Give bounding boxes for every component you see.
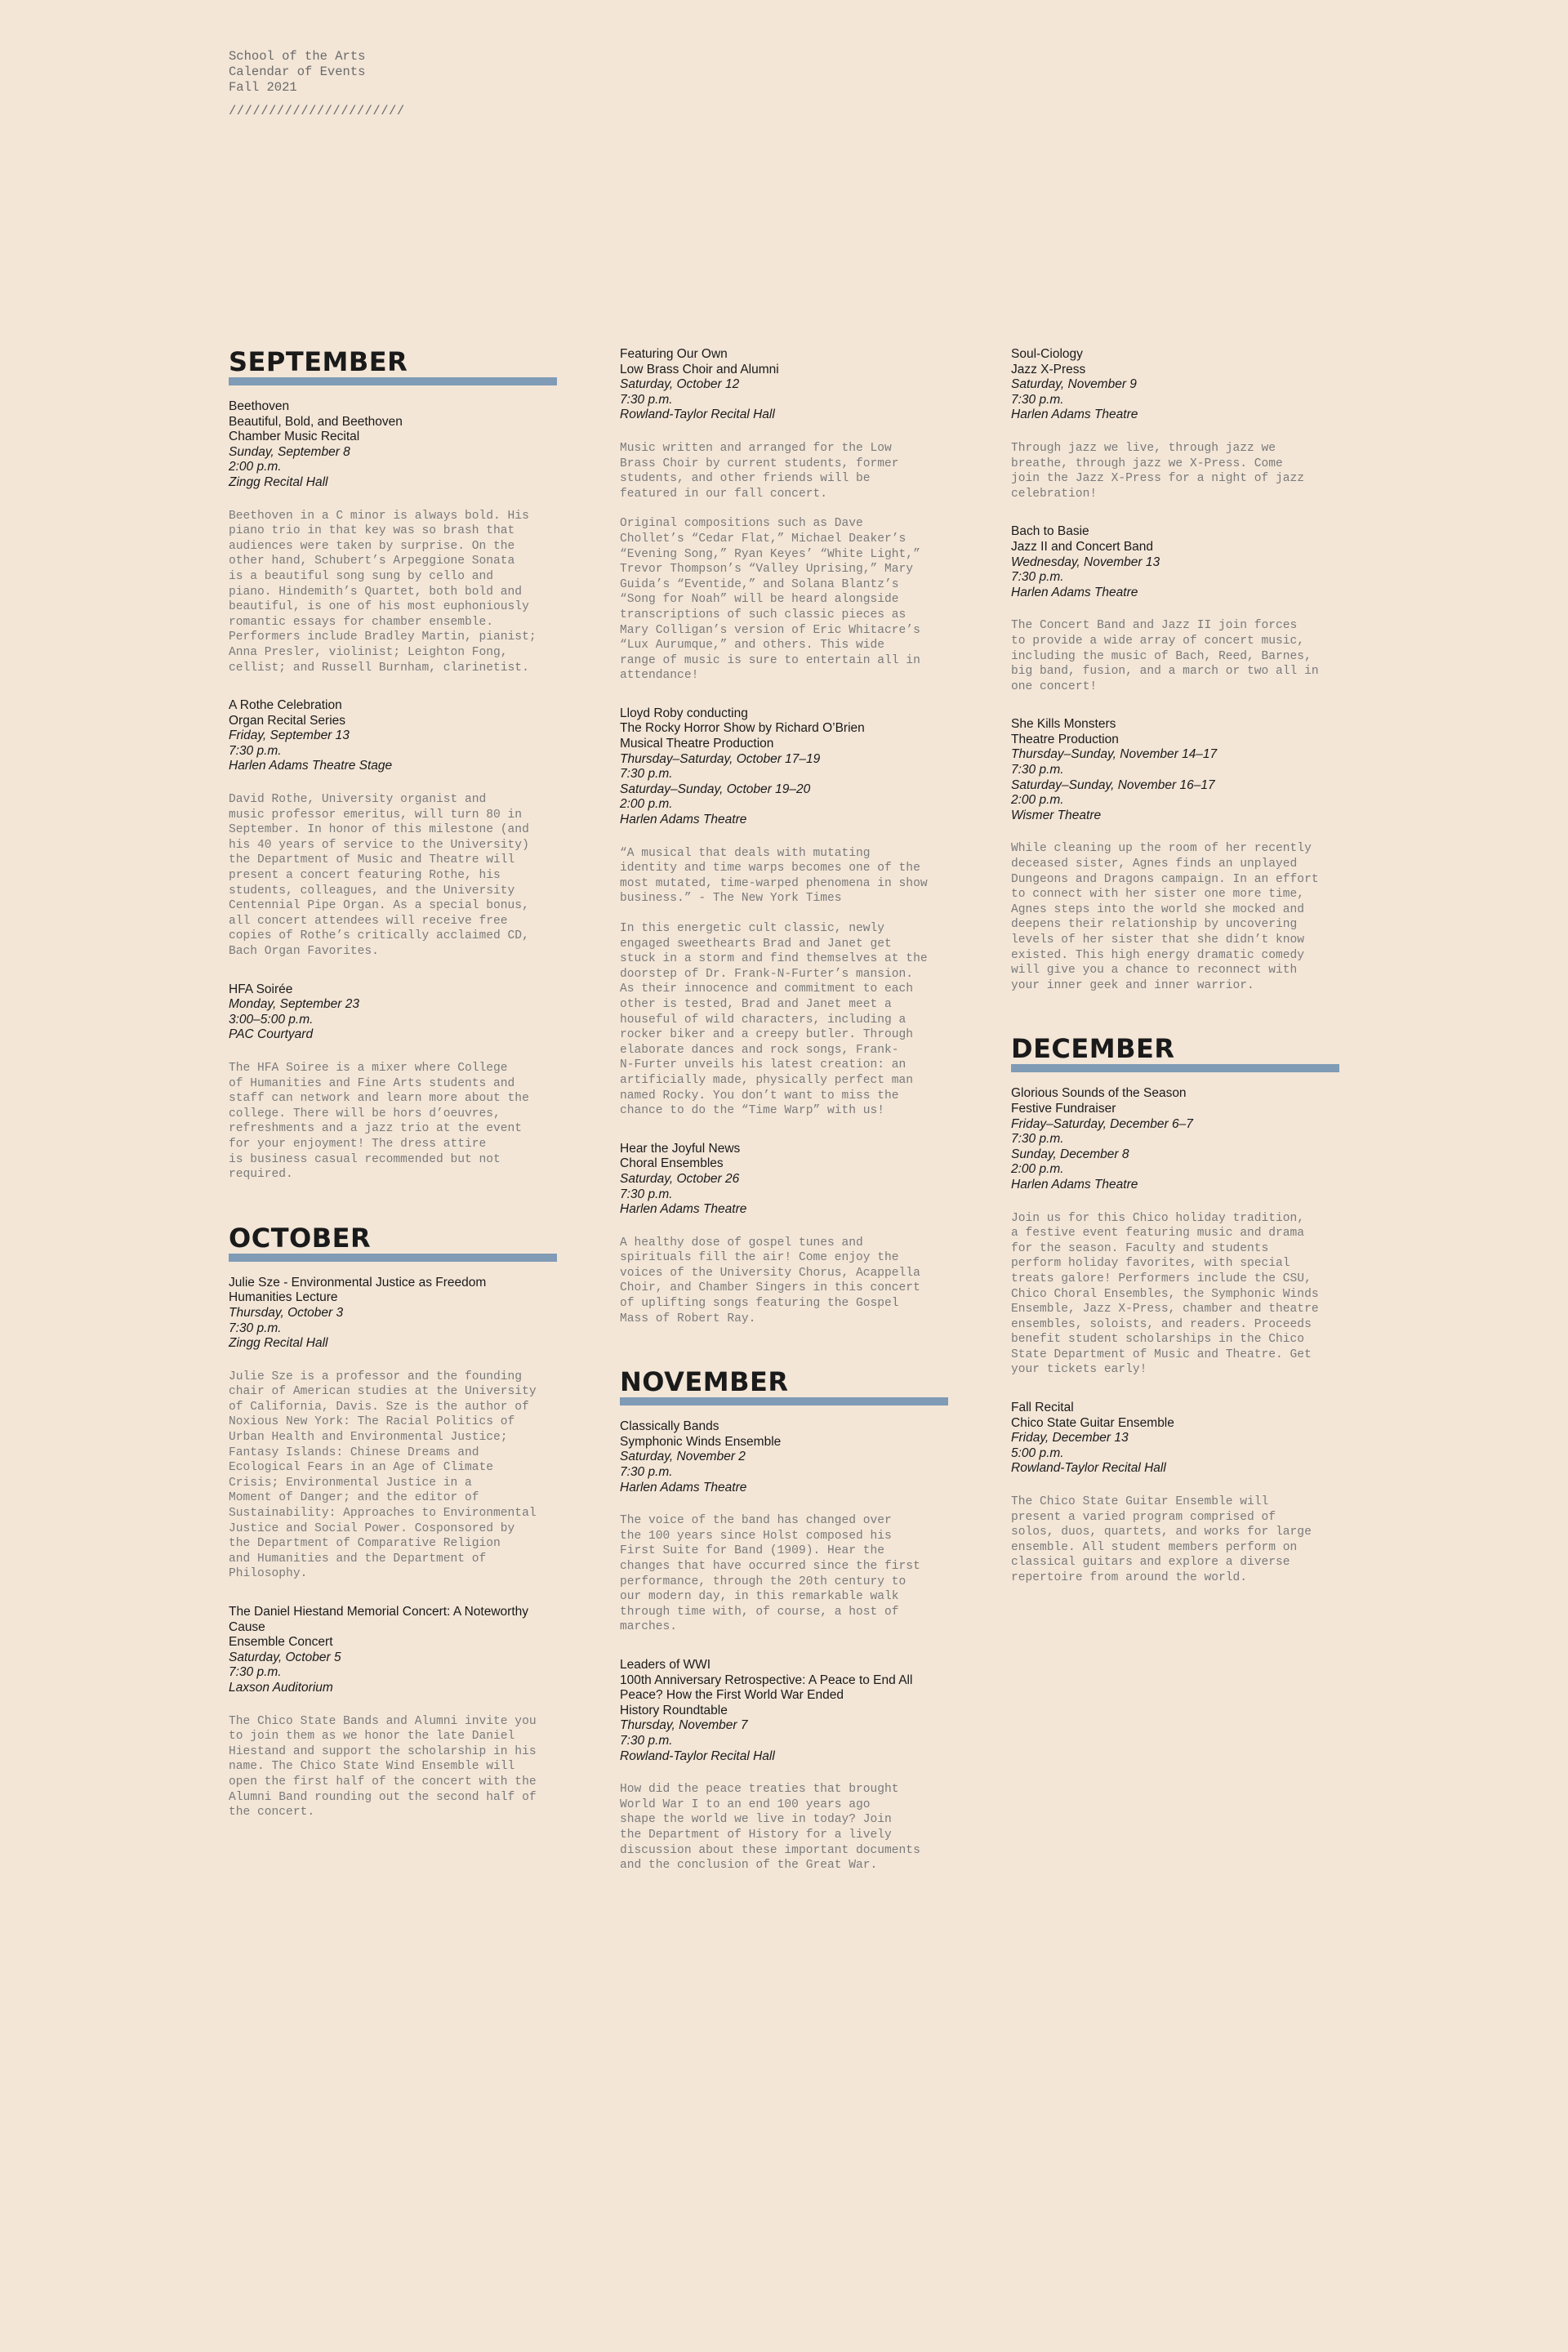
event-detail-line: Harlen Adams Theatre bbox=[620, 813, 747, 827]
event-detail-line: 7:30 p.m. bbox=[620, 767, 673, 782]
event-header bbox=[620, 1142, 948, 1218]
event-header bbox=[229, 982, 557, 1043]
event-title-line: Soul-Ciology bbox=[1011, 347, 1083, 361]
event-title-line: The Rocky Horror Show by Richard O’Brien bbox=[620, 721, 865, 736]
event bbox=[620, 1658, 948, 1873]
event-detail-line: Thursday–Sunday, November 14–17 bbox=[1011, 747, 1218, 762]
event-title-line: Bach to Basie bbox=[1011, 524, 1089, 539]
event bbox=[1011, 347, 1339, 501]
event-title-line: Musical Theatre Production bbox=[620, 737, 774, 751]
month-divider bbox=[229, 377, 557, 385]
event-header bbox=[1011, 1401, 1339, 1477]
event-detail-line: Rowland-Taylor Recital Hall bbox=[1011, 1461, 1166, 1476]
event-detail-line: Friday, September 13 bbox=[229, 728, 350, 743]
event-title-line: HFA Soirée bbox=[229, 982, 293, 996]
event-title-line: Beautiful, Bold, and Beethoven bbox=[229, 414, 403, 429]
event-description: Join us for this Chico holiday tradition, a festive event featuring music and drama for the season. Faculty and students perform holiday favorites, with special treats galore! Performers include the CSU, Chico Choral Ensembles, the Symphonic Winds Ensemble, Jazz X-Press, chamber and theatre ensembles, soloists, and readers. Proceeds benefit student scholarships in the Chico State Department of Music and Theatre. Get your tickets early! bbox=[1011, 1211, 1319, 1377]
event-detail-line: Saturday, November 2 bbox=[620, 1450, 746, 1464]
event-title-line: A Rothe Celebration bbox=[229, 698, 342, 713]
event-header bbox=[620, 1658, 948, 1764]
event-description: The voice of the band has changed over the 100 years since Holst composed his First Suite for Band (1909). Hear the changes that have occurred since the first performance, through the 20th century to our modern day, in this remarkable walk through time with, of course, a host of marches. bbox=[620, 1514, 920, 1634]
event-title-line: Jazz II and Concert Band bbox=[1011, 539, 1154, 554]
event-detail-line: Harlen Adams Theatre bbox=[1011, 408, 1138, 422]
event-detail-line: Monday, September 23 bbox=[229, 997, 359, 1012]
column-1 bbox=[229, 347, 557, 1832]
event-title-line: Glorious Sounds of the Season bbox=[1011, 1086, 1187, 1101]
masthead-divider: ////////////////////// bbox=[229, 104, 405, 118]
event-description: While cleaning up the room of her recently deceased sister, Agnes finds an unplayed Dungeons and Dragons campaign. In an effort to connect with her sister one more time, Agnes steps into the world she mocked and deepens their relationship by uncovering levels of her sister that she didn’t know existed. This high energy dramatic comedy will give you a chance to reconnect with your inner geek and inner warrior. bbox=[1011, 842, 1319, 992]
event-detail-line: 7:30 p.m. bbox=[620, 1187, 673, 1201]
masthead bbox=[229, 49, 405, 119]
event-header bbox=[1011, 347, 1339, 423]
event-description: The Chico State Guitar Ensemble will present a varied program comprised of solos, duos, quartets, and works for large ensemble. All student members perform on classical guitars and explore a diverse repertoire from around the world. bbox=[1011, 1495, 1312, 1584]
event-description: Original compositions such as Dave Chollet’s “Cedar Flat,” Michael Deaker’s “Evening Song,” Ryan Keyes’ “White Light,” Trevor Thompson’s “Valley Uprising,” Mary Guida’s “Eventide,” and Solana Blantz’s “Song for Noah” will be heard alongside transcriptions of such classic pieces as Mary Colligan’s version of Eric Whitacre’s “Lux Aurumque,” and others. This wide range of music is sure to entertain all in attendance! bbox=[620, 517, 920, 683]
event-description: The HFA Soiree is a mixer where College of Humanities and Fine Arts students and staff can network and learn more about the college. There will be hors d’oeuvres, refreshments and a jazz trio at the event for your enjoyment! The dress attire is business casual recommended but not required. bbox=[229, 1061, 529, 1182]
month-section bbox=[1011, 1034, 1339, 1585]
month-divider bbox=[620, 1397, 948, 1405]
event-description: The Chico State Bands and Alumni invite you to join them as we honor the late Daniel Hiestand and support the scholarship in his name. The Chico State Wind Ensemble will open the first half of the concert with the Alumni Band rounding out the second half of the concert. bbox=[229, 1714, 537, 1820]
event-header bbox=[620, 1419, 948, 1495]
event-detail-line: Harlen Adams Theatre bbox=[620, 1202, 747, 1217]
month-heading: DECEMBER bbox=[1011, 1033, 1175, 1065]
event bbox=[1011, 717, 1339, 993]
event-title-line: Beethoven bbox=[229, 399, 290, 413]
month-heading: OCTOBER bbox=[229, 1222, 372, 1254]
event-title-line: Symphonic Winds Ensemble bbox=[620, 1434, 782, 1449]
event-header bbox=[229, 698, 557, 774]
event-detail-line: Saturday–Sunday, October 19–20 bbox=[620, 782, 811, 796]
event-title-line: Peace? How the First World War Ended bbox=[620, 1688, 844, 1703]
event-title-line: Classically Bands bbox=[620, 1419, 719, 1434]
event-detail-line: 2:00 p.m. bbox=[620, 797, 673, 812]
event bbox=[620, 1419, 948, 1635]
event-header bbox=[1011, 1086, 1339, 1192]
event-title-line: Chamber Music Recital bbox=[229, 430, 360, 444]
event-detail-line: Friday–Saturday, December 6–7 bbox=[1011, 1116, 1193, 1131]
event-detail-line: Wismer Theatre bbox=[1011, 808, 1102, 822]
event bbox=[1011, 1086, 1339, 1378]
event-detail-line: Harlen Adams Theatre Stage bbox=[229, 759, 393, 773]
event-title-line: Festive Fundraiser bbox=[1011, 1101, 1116, 1116]
event-detail-line: 7:30 p.m. bbox=[1011, 1132, 1064, 1147]
event-description: “A musical that deals with mutating identity and time warps becomes one of the most mutated, time-warped phenomena in show business.” - The New York Times bbox=[620, 846, 928, 906]
event-header bbox=[620, 347, 948, 423]
event bbox=[620, 1142, 948, 1327]
event-title-line: Leaders of WWI bbox=[620, 1657, 711, 1672]
month-divider bbox=[1011, 1064, 1339, 1072]
event-detail-line: Laxson Auditorium bbox=[229, 1680, 333, 1695]
event-detail-line: Wednesday, November 13 bbox=[1011, 555, 1160, 569]
event-detail-line: Thursday–Saturday, October 17–19 bbox=[620, 751, 821, 766]
event-detail-line: Saturday, October 5 bbox=[229, 1650, 341, 1664]
event-detail-line: Saturday–Sunday, November 16–17 bbox=[1011, 777, 1215, 792]
event-detail-line: Saturday, November 9 bbox=[1011, 377, 1137, 392]
masthead-school: School of the Arts bbox=[229, 49, 366, 64]
event-title-line: Theatre Production bbox=[1011, 732, 1119, 746]
event-header bbox=[229, 399, 557, 491]
event-title-line: 100th Anniversary Retrospective: A Peace to End All bbox=[620, 1673, 913, 1687]
event bbox=[229, 982, 557, 1183]
event-title-line: Cause bbox=[229, 1619, 265, 1634]
event-detail-line: 2:00 p.m. bbox=[1011, 793, 1064, 808]
event-header bbox=[1011, 717, 1339, 823]
month-section bbox=[229, 1223, 557, 1820]
event-detail-line: PAC Courtyard bbox=[229, 1027, 314, 1042]
event-detail-line: 7:30 p.m. bbox=[229, 1321, 282, 1335]
column-3 bbox=[1011, 347, 1339, 1597]
event-header bbox=[620, 706, 948, 828]
event-title-line: She Kills Monsters bbox=[1011, 717, 1116, 732]
event-detail-line: Rowland-Taylor Recital Hall bbox=[620, 1748, 775, 1763]
event-description: David Rothe, University organist and music professor emeritus, will turn 80 in September. In honor of this milestone (and his 40 years of service to the University) the Department of Music and Theatre will present a concert featuring Rothe, his students, colleagues, and the University Centennial Pipe Organ. As a special bonus, all concert attendees will receive free copies of Rothe’s critically acclaimed CD, Bach Organ Favorites. bbox=[229, 793, 529, 958]
month-heading: NOVEMBER bbox=[620, 1366, 789, 1398]
month-section bbox=[620, 1367, 948, 1873]
event-detail-line: 7:30 p.m. bbox=[229, 743, 282, 758]
event-title-line: Organ Recital Series bbox=[229, 713, 346, 728]
event-detail-line: Harlen Adams Theatre bbox=[1011, 585, 1138, 599]
event-description: In this energetic cult classic, newly engaged sweethearts Brad and Janet get stuck in a storm and find themselves at the doorstep of Dr. Frank-N-Furter’s mansion. As their innocence and commitment to each other is tested, Brad and Janet meet a houseful of wild characters, including a rocker biker and a creepy butler. Through elaborate dances and rock songs, Frank- N-Furter unveils his latest creation: an artificially made, physically perfect man named Rocky. You don’t want to miss the chance to do the “Time Warp” with us! bbox=[620, 922, 928, 1118]
event-detail-line: 7:30 p.m. bbox=[1011, 763, 1064, 777]
event-detail-line: Harlen Adams Theatre bbox=[620, 1480, 747, 1494]
event bbox=[229, 399, 557, 675]
event-title-line: Choral Ensembles bbox=[620, 1156, 724, 1171]
event bbox=[229, 698, 557, 960]
event-detail-line: Harlen Adams Theatre bbox=[1011, 1177, 1138, 1192]
event-detail-line: 7:30 p.m. bbox=[1011, 570, 1064, 585]
event-detail-line: Zingg Recital Hall bbox=[229, 1336, 328, 1351]
event-detail-line: Sunday, September 8 bbox=[229, 444, 350, 459]
event-title-line: The Daniel Hiestand Memorial Concert: A Noteworthy bbox=[229, 1605, 528, 1619]
event-detail-line: Thursday, October 3 bbox=[229, 1305, 344, 1320]
event-title-line: Hear the Joyful News bbox=[620, 1141, 741, 1156]
event-detail-line: Zingg Recital Hall bbox=[229, 474, 328, 489]
event-title-line: Featuring Our Own bbox=[620, 347, 728, 361]
event-detail-line: Rowland-Taylor Recital Hall bbox=[620, 408, 775, 422]
event bbox=[229, 1276, 557, 1582]
event bbox=[620, 706, 948, 1119]
event-detail-line: 5:00 p.m. bbox=[1011, 1446, 1064, 1460]
event-detail-line: Sunday, December 8 bbox=[1011, 1147, 1129, 1161]
event-header bbox=[229, 1276, 557, 1352]
event-title-line: Lloyd Roby conducting bbox=[620, 706, 748, 720]
event-description: Through jazz we live, through jazz we breathe, through jazz we X-Press. Come join the Jazz X-Press for a night of jazz celebration! bbox=[1011, 441, 1305, 501]
event-detail-line: 7:30 p.m. bbox=[620, 1465, 673, 1480]
event-description: A healthy dose of gospel tunes and spirituals fill the air! Come enjoy the voices of the University Chorus, Acappella Choir, and Chamber Singers in this concert of uplifting songs featuring the Gospel Mass of Robert Ray. bbox=[620, 1236, 920, 1325]
month-divider bbox=[229, 1254, 557, 1262]
event bbox=[620, 347, 948, 684]
month-heading: SEPTEMBER bbox=[229, 346, 408, 377]
event-detail-line: 7:30 p.m. bbox=[229, 1665, 282, 1680]
column-2 bbox=[620, 347, 948, 1885]
event-detail-line: 3:00–5:00 p.m. bbox=[229, 1012, 314, 1027]
event-detail-line: 7:30 p.m. bbox=[620, 1733, 673, 1748]
event-detail-line: Thursday, November 7 bbox=[620, 1718, 748, 1733]
event-title-line: Chico State Guitar Ensemble bbox=[1011, 1415, 1174, 1430]
event-header bbox=[229, 1605, 557, 1696]
month-section bbox=[1011, 347, 1339, 993]
event-title-line: Julie Sze - Environmental Justice as Freedom bbox=[229, 1275, 487, 1290]
event-detail-line: 2:00 p.m. bbox=[229, 460, 282, 474]
event-detail-line: 2:00 p.m. bbox=[1011, 1162, 1064, 1177]
month-section bbox=[229, 347, 557, 1183]
event-description: Beethoven in a C minor is always bold. His piano trio in that key was so brash that audiences were taken by surprise. On the other hand, Schubert’s Arpeggione Sonata is a beautiful song sung by cello and piano. Hindemith’s Quartet, both bold and beautiful, is one of his most euphoniously romantic essays for chamber ensemble. Performers include Bradley Martin, pianist; Anna Presler, violinist; Leighton Fong, cellist; and Russell Burnham, clarinetist. bbox=[229, 509, 537, 675]
event-title-line: Fall Recital bbox=[1011, 1401, 1074, 1415]
event-description: How did the peace treaties that brought World War I to an end 100 years ago shape the world we live in today? Join the Department of History for a lively discussion about these important documents and the conclusion of the Great War. bbox=[620, 1783, 920, 1873]
event-detail-line: Saturday, October 26 bbox=[620, 1171, 740, 1186]
masthead-term: Fall 2021 bbox=[229, 80, 297, 95]
month-section bbox=[620, 347, 948, 1326]
event-title-line: Jazz X-Press bbox=[1011, 362, 1086, 376]
event-title-line: Humanities Lecture bbox=[229, 1290, 338, 1305]
event-description: Music written and arranged for the Low Brass Choir by current students, former students, and other friends will be featured in our fall concert. bbox=[620, 441, 899, 501]
event-detail-line: 7:30 p.m. bbox=[1011, 392, 1064, 407]
event bbox=[229, 1605, 557, 1820]
event-detail-line: Friday, December 13 bbox=[1011, 1431, 1129, 1446]
event-title-line: History Roundtable bbox=[620, 1703, 728, 1717]
event-description: The Concert Band and Jazz II join forces to provide a wide array of concert music, including the music of Bach, Reed, Barnes, big band, fusion, and a march or two all in one concert! bbox=[1011, 619, 1319, 693]
event-title-line: Ensemble Concert bbox=[229, 1635, 333, 1650]
event bbox=[1011, 1401, 1339, 1586]
masthead-title: Calendar of Events bbox=[229, 65, 366, 79]
event-header bbox=[1011, 524, 1339, 600]
event-detail-line: 7:30 p.m. bbox=[620, 392, 673, 407]
event-detail-line: Saturday, October 12 bbox=[620, 377, 740, 392]
event-description: Julie Sze is a professor and the founding chair of American studies at the University of California, Davis. Sze is the author of Noxious New York: The Racial Politics of Urban Health and Environmental Justice; Fantasy Islands: Chinese Dreams and Ecological Fears in an Age of Climate Crisis; Environmental Justice in a Moment of Danger; and the editor of Sustainability: Approaches to Environmental Justice and Social Power. Cosponsored by the Department of Comparative Religion and Humanities and the Department of Philosophy. bbox=[229, 1370, 537, 1581]
event-title-line: Low Brass Choir and Alumni bbox=[620, 362, 779, 376]
event bbox=[1011, 524, 1339, 694]
